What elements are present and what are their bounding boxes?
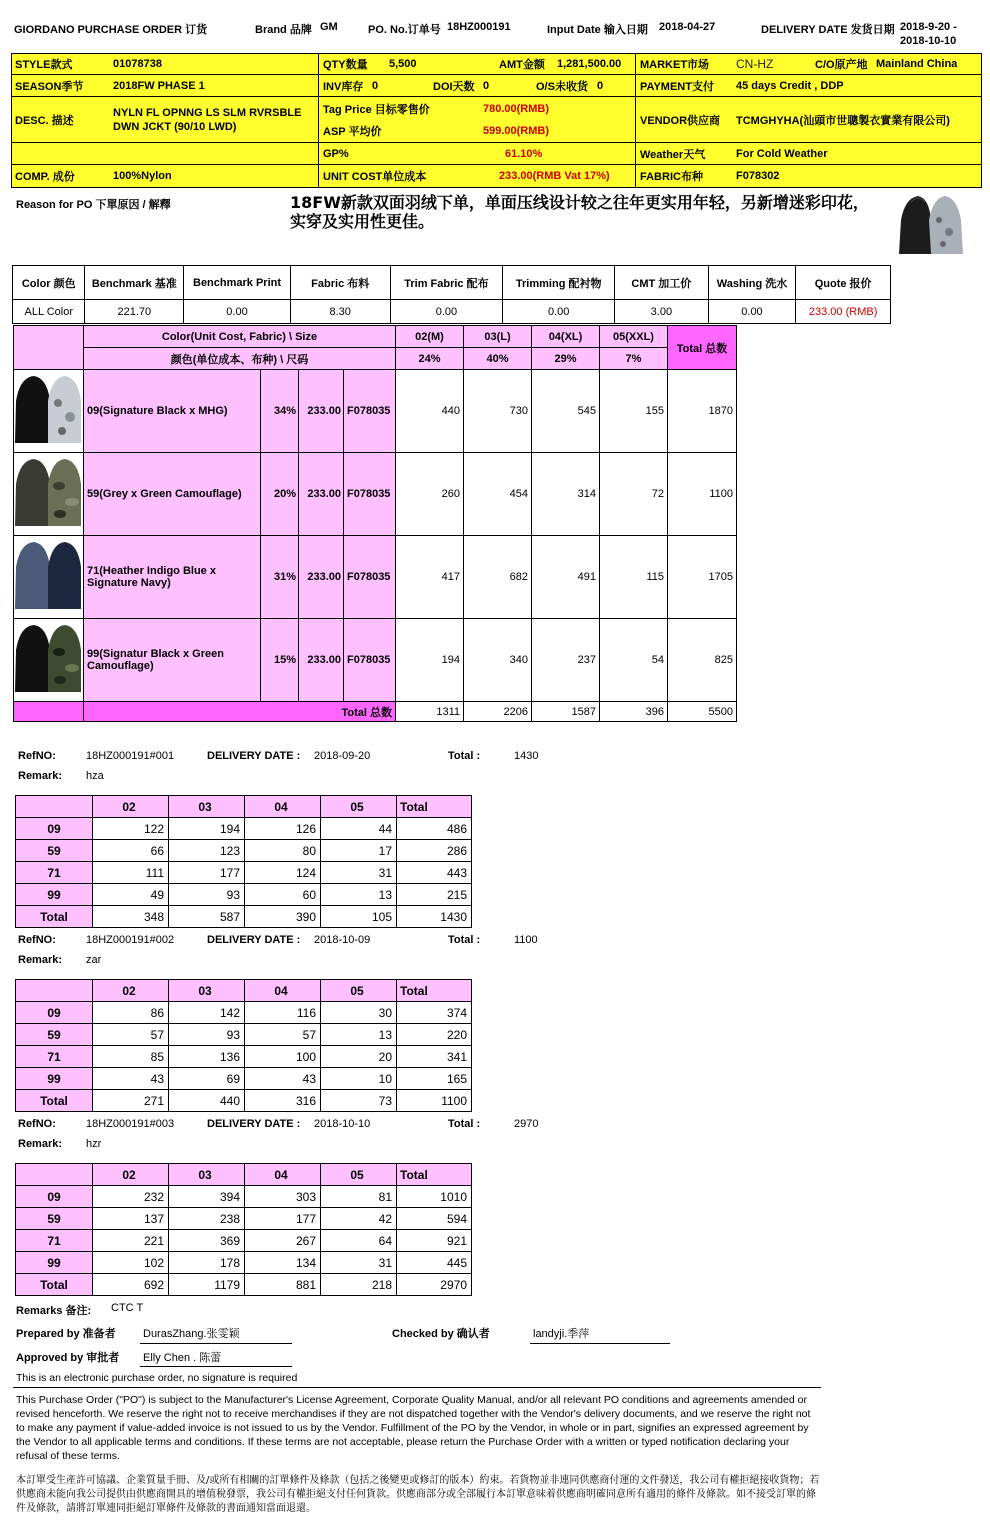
amt-label: AMT金额	[499, 59, 545, 71]
market-value: CN-HZ	[736, 57, 774, 71]
cell: 124	[245, 862, 321, 884]
os-label: O/S未收货	[536, 80, 588, 93]
cell: 390	[245, 906, 321, 928]
cell: 44	[321, 818, 397, 840]
table-row	[16, 884, 472, 906]
cell: 57	[245, 1024, 321, 1046]
remark-label: Remark:	[18, 770, 63, 782]
cell: 445	[397, 1252, 472, 1274]
cell: 137	[93, 1208, 169, 1230]
cell: 165	[397, 1068, 472, 1090]
cell: 17	[321, 840, 397, 862]
doi-value: 0	[483, 79, 490, 92]
cell: 86	[93, 1002, 169, 1024]
cell: 122	[93, 818, 169, 840]
unit-cost-value: 233.00(RMB Vat 17%)	[499, 170, 610, 182]
qty-cell: 155	[600, 370, 668, 453]
cost-header-color: Color 颜色	[13, 266, 85, 300]
style-value: 01078738	[113, 58, 162, 70]
remark-label: Remark:	[18, 1138, 63, 1150]
cell: 215	[397, 884, 472, 906]
color-row	[14, 453, 737, 536]
origin-label: C/O原产地	[815, 59, 868, 71]
cell: 341	[397, 1046, 472, 1068]
ref-value: 18HZ000191#001	[86, 750, 175, 762]
cost-cell: ALL Color	[13, 300, 85, 324]
cost-cell: 0.00	[184, 300, 291, 324]
cell: 486	[397, 818, 472, 840]
cost-cell: 221.70	[85, 300, 184, 324]
cell: 66	[93, 840, 169, 862]
season-label: SEASON季节	[15, 80, 84, 93]
cell: 1179	[169, 1274, 245, 1296]
remark-label: Remark:	[18, 954, 63, 966]
table-row	[16, 1046, 472, 1068]
qty-cell: 417	[396, 536, 464, 619]
cell: 267	[245, 1230, 321, 1252]
cost-cell: 8.30	[290, 300, 390, 324]
col-header: 03	[169, 980, 245, 1002]
terms-english: This Purchase Order ("PO") is subject to the Manufacturer's License Agreement, Corporate Quality Manual, and/or all relevant PO conditions and agreements amended or revised henceforth. We reserve the right not to receive merchandises if they are not dispatched together with the Vendor's delivery documents, and we reserve the right not to make any payment if value-added invoice is not issued to us by the Vendor. Fulfillment of the PO by the Vendor, in whole or in part, signifies an expressed agreement by the Vendor to all applicable terms and conditions. If these terms are not acceptable, please return the Purchase Order with a written or typed notification declaring your refusal of these terms.	[16, 1394, 811, 1462]
size-header-xl: 04(XL)	[532, 326, 600, 348]
col-header: 03	[169, 1164, 245, 1186]
size-header-l: 03(L)	[464, 326, 532, 348]
table-row	[16, 1274, 472, 1296]
cost-header-washing: Washing 洗水	[708, 266, 796, 300]
prepared-value: DurasZhang.张雯颖	[143, 1328, 240, 1340]
cell: 13	[321, 1024, 397, 1046]
col-header: Total	[397, 796, 472, 818]
color-fabric: F078035	[344, 536, 396, 619]
cell: 49	[93, 884, 169, 906]
row-label: 99	[16, 884, 93, 906]
jacket-thumbnail-99	[14, 622, 82, 696]
reason-label: Reason for PO 下單原因 / 解釋	[16, 199, 171, 211]
delivery-date-end: 2018-10-10	[900, 35, 957, 47]
season-value: 2018FW PHASE 1	[113, 79, 205, 92]
row-label: Total	[16, 1274, 93, 1296]
remark-value: hza	[86, 770, 104, 782]
size-total: 1587	[532, 702, 600, 722]
reason-text: 18FW新款双面羽绒下单，单面压线设计较之往年更实用年轻，另新增迷彩印花，实穿及实用性更佳。	[290, 193, 869, 231]
color-fabric: F078035	[344, 370, 396, 453]
color-pct: 34%	[261, 370, 299, 453]
qty-cell: 194	[396, 619, 464, 702]
divider	[13, 1387, 821, 1388]
cell: 57	[93, 1024, 169, 1046]
cell: 587	[169, 906, 245, 928]
delivery-date-label: DELIVERY DATE :	[207, 1118, 301, 1130]
market-label: MARKET市场	[640, 59, 710, 71]
col-header: 04	[245, 796, 321, 818]
cell: 1100	[397, 1090, 472, 1112]
weather-label: Weather天气	[640, 148, 706, 161]
cost-cell: 0.00	[390, 300, 503, 324]
col-header: Total	[397, 980, 472, 1002]
payment-value: 45 days Credit , DDP	[736, 79, 844, 92]
row-label: 99	[16, 1068, 93, 1090]
tag-price-label: Tag Price 目标零售价	[323, 103, 430, 116]
cost-table	[12, 265, 891, 324]
gp-label: GP%	[323, 147, 349, 160]
gp-value: 61.10%	[505, 147, 543, 160]
cell: 73	[321, 1090, 397, 1112]
jacket-thumbnail-71	[14, 539, 82, 613]
cell: 100	[245, 1046, 321, 1068]
cell: 10	[321, 1068, 397, 1090]
os-value: 0	[597, 79, 604, 92]
delivery-date-label: DELIVERY DATE :	[207, 750, 301, 762]
table-row	[16, 1208, 472, 1230]
delivery-date-value: 2018-10-10	[314, 1118, 371, 1130]
vendor-value: TCMGHYHA(汕頭市世聰製衣實業有限公司)	[736, 114, 950, 127]
row-label: 99	[16, 1252, 93, 1274]
size-total: 396	[600, 702, 668, 722]
cell: 348	[93, 906, 169, 928]
color-cost: 233.00	[299, 536, 344, 619]
cost-header-trim-fabric: Trim Fabric 配布	[390, 266, 503, 300]
ref-label: RefNO:	[18, 934, 56, 946]
table-row	[16, 818, 472, 840]
cell: 126	[245, 818, 321, 840]
cell: 177	[245, 1208, 321, 1230]
cell: 177	[169, 862, 245, 884]
cell: 394	[169, 1186, 245, 1208]
row-label: 59	[16, 1024, 93, 1046]
table-row	[16, 1090, 472, 1112]
cell: 111	[93, 862, 169, 884]
cell: 232	[93, 1186, 169, 1208]
color-pct: 31%	[261, 536, 299, 619]
asp-value: 599.00(RMB)	[483, 124, 550, 137]
cell: 31	[321, 1252, 397, 1274]
row-label: Total	[16, 906, 93, 928]
doi-label: DOI天数	[433, 80, 475, 93]
cell: 221	[93, 1230, 169, 1252]
delivery-date-label: DELIVERY DATE 发货日期	[761, 24, 895, 36]
row-label: 71	[16, 862, 93, 884]
input-date: 2018-04-27	[659, 21, 716, 33]
cell: 64	[321, 1230, 397, 1252]
qty-cell: 314	[532, 453, 600, 536]
cell: 30	[321, 1002, 397, 1024]
cost-cell: 0.00	[708, 300, 796, 324]
cell: 303	[245, 1186, 321, 1208]
cell: 43	[93, 1068, 169, 1090]
cost-header-quote: Quote 报价	[796, 266, 891, 300]
inv-value: 0	[372, 79, 379, 92]
row-total: 825	[668, 619, 737, 702]
grand-total: 5500	[668, 702, 737, 722]
delivery-total-label: Total :	[448, 1118, 481, 1130]
delivery-table-3	[15, 1163, 472, 1296]
origin-value: Mainland China	[876, 58, 958, 70]
cell: 594	[397, 1208, 472, 1230]
delivery-date-value: 2018-09-20	[314, 750, 371, 762]
delivery-date-start: 2018-9-20 -	[900, 21, 957, 33]
row-total: 1705	[668, 536, 737, 619]
desc-value: NYLN FL OPNNG LS SLM RVRSBLE DWN JCKT (90/10 LWD)	[113, 106, 302, 133]
delivery-total-value: 1430	[514, 750, 539, 762]
brand-value: GM	[320, 21, 338, 33]
size-ratio: 24%	[396, 348, 464, 370]
asp-label: ASP 平均价	[323, 125, 382, 138]
jacket-thumbnail-09	[14, 373, 82, 447]
cell: 20	[321, 1046, 397, 1068]
col-header: 04	[245, 980, 321, 1002]
po-number: 18HZ000191	[447, 21, 511, 33]
table-row	[16, 840, 472, 862]
color-pct: 20%	[261, 453, 299, 536]
col-header: Total	[397, 1164, 472, 1186]
cell: 220	[397, 1024, 472, 1046]
row-total: 1870	[668, 370, 737, 453]
product-thumbnail	[893, 190, 967, 262]
desc-label: DESC. 描述	[15, 114, 74, 127]
ref-value: 18HZ000191#003	[86, 1118, 175, 1130]
cell: 60	[245, 884, 321, 906]
cell: 31	[321, 862, 397, 884]
color-cost: 233.00	[299, 619, 344, 702]
size-ratio: 40%	[464, 348, 532, 370]
qty-cell: 491	[532, 536, 600, 619]
qty-cell: 115	[600, 536, 668, 619]
cell: 921	[397, 1230, 472, 1252]
ref-label: RefNO:	[18, 1118, 56, 1130]
row-label: 71	[16, 1230, 93, 1252]
color-name: 09(Signature Black x MHG)	[84, 370, 261, 453]
cost-header-benchmark: Benchmark 基准	[85, 266, 184, 300]
cell: 93	[169, 884, 245, 906]
color-fabric: F078035	[344, 453, 396, 536]
cell: 238	[169, 1208, 245, 1230]
color-pct: 15%	[261, 619, 299, 702]
cell: 123	[169, 840, 245, 862]
remarks-label: Remarks 备注:	[16, 1305, 92, 1317]
delivery-date-label: DELIVERY DATE :	[207, 934, 301, 946]
table-row	[16, 1068, 472, 1090]
vendor-label: VENDOR供应商	[640, 114, 721, 127]
row-total: 1100	[668, 453, 737, 536]
cell: 85	[93, 1046, 169, 1068]
delivery-date-value: 2018-10-09	[314, 934, 371, 946]
col-header: 05	[321, 796, 397, 818]
cell: 93	[169, 1024, 245, 1046]
table-row	[16, 1024, 472, 1046]
cell: 194	[169, 818, 245, 840]
cell: 178	[169, 1252, 245, 1274]
style-label: STYLE款式	[15, 59, 73, 71]
signature-line	[140, 1366, 292, 1367]
cell: 271	[93, 1090, 169, 1112]
size-header-m: 02(M)	[396, 326, 464, 348]
cell: 2970	[397, 1274, 472, 1296]
comp-label: COMP. 成份	[15, 171, 75, 183]
fabric-value: F078302	[736, 170, 780, 182]
cell: 105	[321, 906, 397, 928]
qty-cell: 340	[464, 619, 532, 702]
table-row	[16, 1186, 472, 1208]
unit-cost-label: UNIT COST单位成本	[323, 171, 427, 183]
color-name: 99(Signatur Black x Green Camouflage)	[84, 619, 261, 702]
tag-price-value: 780.00(RMB)	[483, 102, 550, 115]
remark-value: zar	[86, 954, 102, 966]
cell: 134	[245, 1252, 321, 1274]
color-fabric: F078035	[344, 619, 396, 702]
cost-header-benchmark-print: Benchmark Print	[184, 266, 291, 300]
ref-value: 18HZ000191#002	[86, 934, 175, 946]
color-row	[14, 619, 737, 702]
table-row	[16, 862, 472, 884]
color-row	[14, 370, 737, 453]
cell: 116	[245, 1002, 321, 1024]
col-header: 02	[93, 1164, 169, 1186]
table-row	[16, 1252, 472, 1274]
input-date-label: Input Date 输入日期	[547, 24, 648, 36]
color-cost: 233.00	[299, 453, 344, 536]
signature-line	[140, 1343, 292, 1344]
cell: 102	[93, 1252, 169, 1274]
size-header-en: Color(Unit Cost, Fabric) \ Size	[84, 326, 396, 348]
col-header: 03	[169, 796, 245, 818]
row-label: 09	[16, 818, 93, 840]
grand-total-label: Total 总数	[84, 702, 396, 722]
signature-line	[530, 1343, 670, 1344]
delivery-total-label: Total :	[448, 934, 481, 946]
cell: 142	[169, 1002, 245, 1024]
prepared-label: Prepared by 准备者	[16, 1328, 116, 1340]
po-title: GIORDANO PURCHASE ORDER 订货	[14, 24, 208, 36]
size-header-total: Total 总数	[668, 326, 737, 370]
checked-value: landyji.季萍	[533, 1328, 590, 1340]
electronic-note: This is an electronic purchase order, no signature is required	[16, 1372, 298, 1384]
color-cost: 233.00	[299, 370, 344, 453]
qty-cell: 54	[600, 619, 668, 702]
cell: 42	[321, 1208, 397, 1230]
col-header: 02	[93, 796, 169, 818]
cell: 440	[169, 1090, 245, 1112]
cost-header-trimming: Trimming 配衬物	[503, 266, 615, 300]
terms-chinese: 本訂單受生產許可協議、企業質量手冊、及/或所有相關的訂單條件及條款（包括之後變更或修訂的版本）約束。若貨物並非連同供應商付運的文件發送，我公司有權拒絕接收貨物；若供應商未能向我公司提供由供應商開具的增值稅發票，我公司有權拒絕支付任何貨款。供應商部分或全部履行本訂單意味着供應商明確同意所有適用的條件及條款。如不接受訂單的條件及條款，請將訂單連同拒絕訂單條件及條款的書面通知當面退還。	[16, 1475, 820, 1514]
cell: 369	[169, 1230, 245, 1252]
cell: 1430	[397, 906, 472, 928]
cell: 80	[245, 840, 321, 862]
cell: 316	[245, 1090, 321, 1112]
size-ratio: 29%	[532, 348, 600, 370]
weather-value: For Cold Weather	[736, 147, 828, 160]
remarks-value: CTC T	[111, 1302, 144, 1314]
cell: 443	[397, 862, 472, 884]
col-header: 05	[321, 1164, 397, 1186]
cost-header-cmt: CMT 加工价	[615, 266, 709, 300]
cell: 81	[321, 1186, 397, 1208]
cell: 13	[321, 884, 397, 906]
color-name: 71(Heather Indigo Blue x Signature Navy)	[84, 536, 261, 619]
jacket-thumbnail-59	[14, 456, 82, 530]
fabric-label: FABRIC布种	[640, 171, 703, 183]
color-name: 59(Grey x Green Camouflage)	[84, 453, 261, 536]
color-row	[14, 536, 737, 619]
size-total: 2206	[464, 702, 532, 722]
table-row	[16, 906, 472, 928]
qty-cell: 72	[600, 453, 668, 536]
table-row	[16, 1230, 472, 1252]
col-header: 02	[93, 980, 169, 1002]
ref-label: RefNO:	[18, 750, 56, 762]
row-label: 09	[16, 1002, 93, 1024]
row-label: Total	[16, 1090, 93, 1112]
checked-label: Checked by 确认者	[392, 1328, 490, 1340]
comp-value: 100%Nylon	[113, 170, 172, 182]
size-table	[13, 325, 737, 722]
delivery-total-label: Total :	[448, 750, 481, 762]
approved-label: Approved by 审批者	[16, 1352, 120, 1364]
col-header: 05	[321, 980, 397, 1002]
cell: 218	[321, 1274, 397, 1296]
cost-header-fabric: Fabric 布料	[290, 266, 390, 300]
qty-value: 5,500	[389, 58, 417, 70]
row-label: 59	[16, 1208, 93, 1230]
qty-cell: 730	[464, 370, 532, 453]
cost-cell: 0.00	[503, 300, 615, 324]
cell: 136	[169, 1046, 245, 1068]
cell: 1010	[397, 1186, 472, 1208]
cell: 69	[169, 1068, 245, 1090]
quote-cell: 233.00 (RMB)	[796, 300, 891, 324]
cell: 692	[93, 1274, 169, 1296]
size-total: 1311	[396, 702, 464, 722]
cell: 881	[245, 1274, 321, 1296]
cell: 374	[397, 1002, 472, 1024]
inv-label: INV库存	[323, 80, 364, 93]
payment-label: PAYMENT支付	[640, 80, 714, 93]
row-label: 59	[16, 840, 93, 862]
po-label: PO. No.订单号	[368, 24, 441, 36]
size-ratio: 7%	[600, 348, 668, 370]
delivery-total-value: 1100	[514, 934, 538, 946]
qty-label: QTY数量	[323, 59, 368, 71]
table-row	[16, 1002, 472, 1024]
approved-value: Elly Chen . 陈蕾	[143, 1352, 222, 1364]
qty-cell: 545	[532, 370, 600, 453]
delivery-table-1	[15, 795, 472, 928]
qty-cell: 440	[396, 370, 464, 453]
delivery-total-value: 2970	[514, 1118, 539, 1130]
qty-cell: 237	[532, 619, 600, 702]
qty-cell: 682	[464, 536, 532, 619]
qty-cell: 454	[464, 453, 532, 536]
qty-cell: 260	[396, 453, 464, 536]
delivery-table-2	[15, 979, 472, 1112]
cell: 286	[397, 840, 472, 862]
row-label: 71	[16, 1046, 93, 1068]
cell: 43	[245, 1068, 321, 1090]
row-label: 09	[16, 1186, 93, 1208]
amt-value: 1,281,500.00	[557, 58, 622, 70]
brand-label: Brand 品牌	[255, 24, 312, 36]
col-header: 04	[245, 1164, 321, 1186]
size-header-cn: 颜色(单位成本、布种) \ 尺码	[84, 348, 396, 370]
remark-value: hzr	[86, 1138, 102, 1150]
cost-cell: 3.00	[615, 300, 709, 324]
size-header-xxl: 05(XXL)	[600, 326, 668, 348]
